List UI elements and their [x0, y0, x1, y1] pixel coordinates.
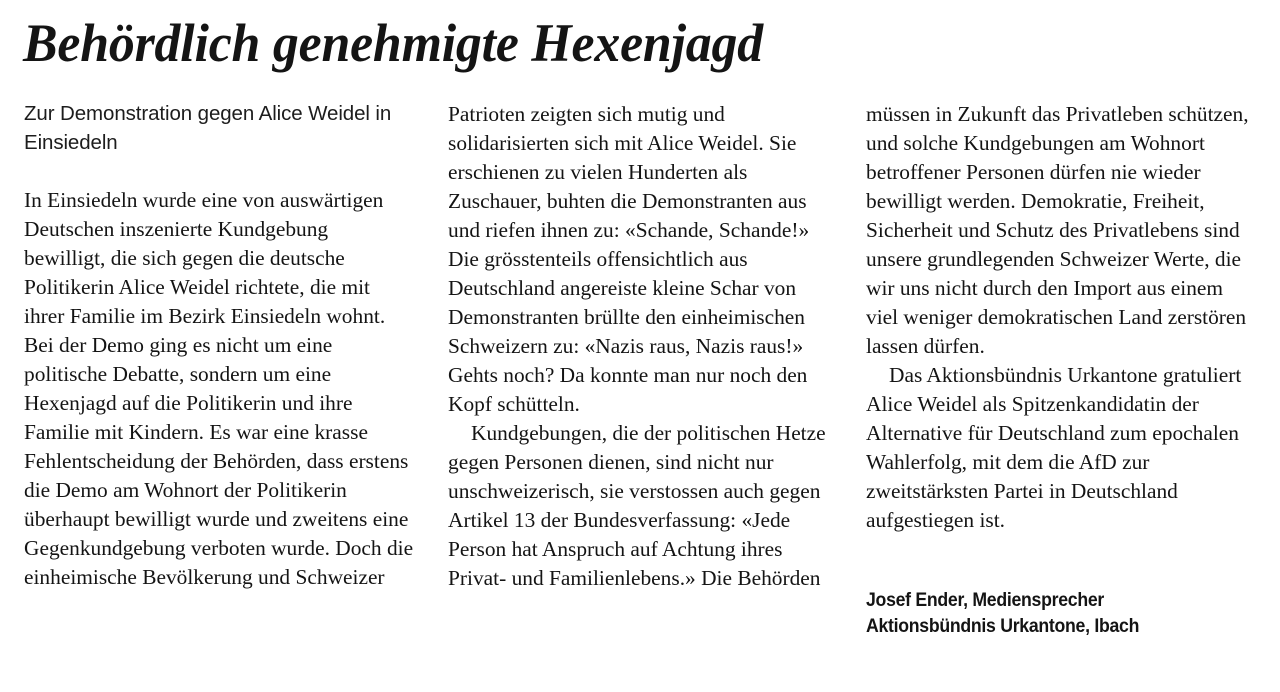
article-column-3 — [866, 100, 1256, 535]
article-column-2 — [448, 100, 836, 593]
article-column-1 — [24, 186, 414, 592]
paragraph: In Einsiedeln wurde eine von auswärtigen Deutschen inszenierte Kundgebung bewilligt, die sich gegen die deutsche Politikerin Alice Weidel richtete, die mit ihrer Familie im Bezirk Einsiedeln wohnt. Bei der Demo ging es nicht um eine politische Debatte, sondern um eine Hexenjagd auf die Politikerin und ihre Familie mit Kindern. Es war eine krasse Fehlentscheidung der Behörden, dass erstens die Demo am Wohnort der Politikerin überhaupt bewilligt wurde und zweitens eine Gegenkundgebung verboten wurde. Doch die einheimische Bevölkerung und Schweizer — [24, 188, 414, 589]
paragraph: Kundgebungen, die der politischen Hetze gegen Personen dienen, sind nicht nur unschweizerisch, sie verstossen auch gegen Artikel 13 der Bundesverfassung: «Jede Person hat Anspruch auf Achtung ihres Privat- und Familienlebens.» Die Behörden — [448, 421, 826, 590]
article-headline: Behördlich genehmigte Hexenjagd — [23, 13, 763, 73]
paragraph: müssen in Zukunft das Privatleben schützen, und solche Kundgebungen am Wohnort betroffener Personen dürfen nie wieder bewilligt werden. Demokratie, Freiheit, Sicherheit und Schutz des Privatlebens sind unsere grundlegenden Schweizer Werte, die wir uns nicht durch den Import aus einem viel weniger demokratischen Land zerstören lassen dürfen. — [866, 102, 1249, 358]
paragraph: Patrioten zeigten sich mutig und solidarisierten sich mit Alice Weidel. Sie erschienen zu vielen Hunderten als Zuschauer, buhten die Demonstranten aus und riefen ihnen zu: «Schande, Schande!» Die grösstenteils offensichtlich aus Deutschland angereiste kleine Schar von Demonstranten brüllte den einheimischen Schweizern zu: «Nazis raus, Nazis raus!» Gehts noch? Da konnte man nur noch den Kopf schütteln. — [448, 102, 810, 416]
article-kicker: Zur Demonstration gegen Alice Weidel in Einsiedeln — [24, 102, 392, 154]
paragraph: Das Aktionsbündnis Urkantone gratuliert Alice Weidel als Spitzenkandidatin der Alternative für Deutschland zum epochalen Wahlerfolg, mit dem die AfD zur zweitstärksten Partei in Deutschland aufgestiegen ist. — [866, 363, 1242, 532]
article-byline: Josef Ender, Mediensprecher Aktionsbündnis Urkantone, Ibach — [866, 590, 1140, 637]
